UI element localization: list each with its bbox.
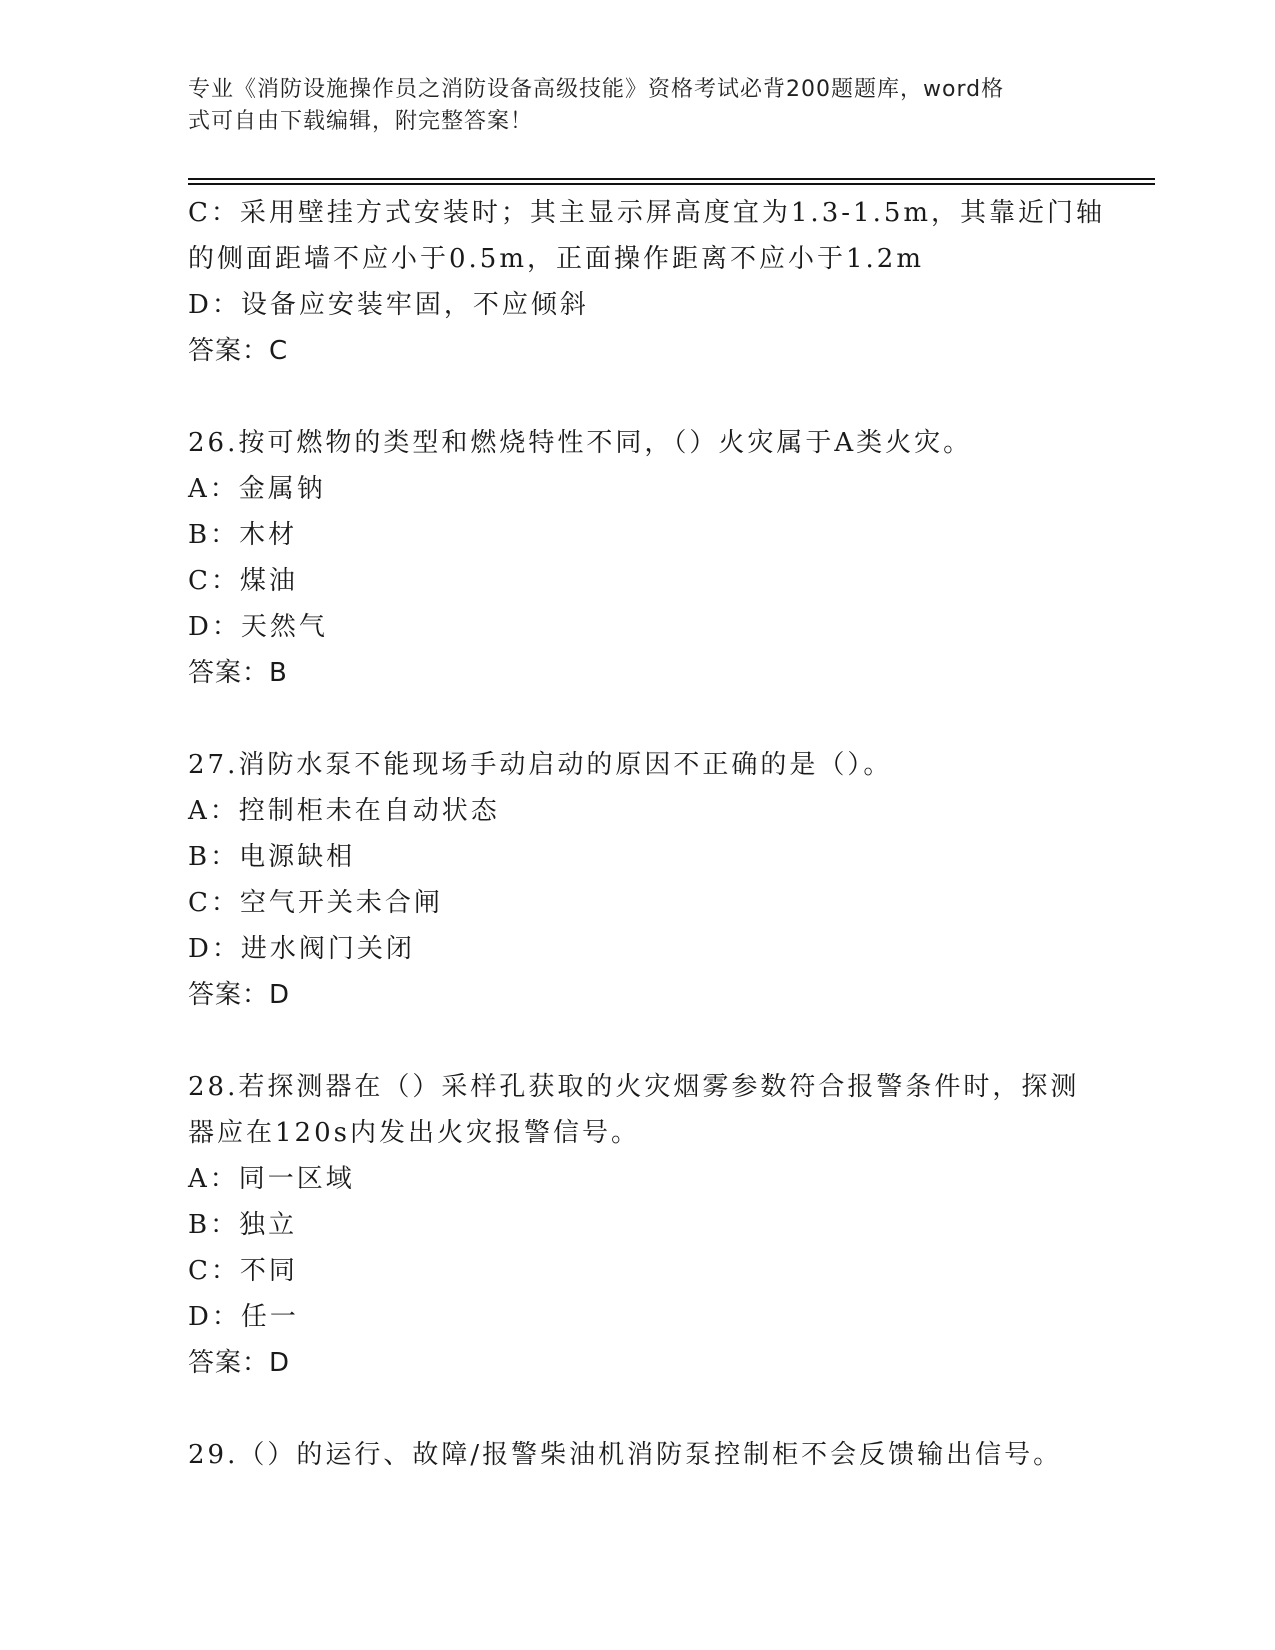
option-b: B：独立 — [188, 1210, 298, 1240]
question-stem-line-2: 器应在120s内发出火灾报警信号。 — [188, 1118, 640, 1148]
question-stem: 29.（）的运行、故障/报警柴油机消防泵控制柜不会反馈输出信号。 — [188, 1440, 1063, 1470]
question-stem-line-1: 28.若探测器在（）采样孔获取的火灾烟雾参数符合报警条件时，探测 — [188, 1072, 1080, 1102]
answer-line: 答案：D — [188, 980, 291, 1010]
header-line-2: 式可自由下载编辑，附完整答案！ — [188, 109, 534, 134]
spacer — [188, 1386, 1088, 1432]
option-a: A：同一区域 — [188, 1164, 355, 1194]
option-c: C：空气开关未合闸 — [188, 888, 443, 918]
question-stem: 26.按可燃物的类型和燃烧特性不同，（）火灾属于A类火灾。 — [188, 428, 973, 458]
option-d: D：进水阀门关闭 — [188, 934, 415, 964]
document-body — [188, 190, 1106, 1478]
header-rule-top — [188, 178, 1155, 180]
option-d: D：设备应安装牢固，不应倾斜 — [188, 290, 589, 320]
option-a: A：金属钠 — [188, 474, 326, 504]
option-b: B：电源缺相 — [188, 842, 356, 872]
answer-line: 答案：C — [188, 336, 289, 366]
question-stem: 27.消防水泵不能现场手动启动的原因不正确的是（）。 — [188, 750, 893, 780]
spacer — [188, 1018, 1088, 1064]
question-27 — [188, 742, 1088, 1018]
question-28 — [188, 1064, 1088, 1386]
header-line-1: 专业《消防设施操作员之消防设备高级技能》资格考试必背200题题库，word格 — [188, 77, 1005, 102]
option-d: D：天然气 — [188, 612, 328, 642]
option-c: C：煤油 — [188, 566, 298, 596]
question-26 — [188, 420, 1088, 696]
answer-line: 答案：D — [188, 1348, 291, 1378]
option-a: A：控制柜未在自动状态 — [188, 796, 500, 826]
answer-line: 答案：B — [188, 658, 288, 688]
spacer — [188, 374, 1088, 420]
option-c: C：不同 — [188, 1256, 298, 1286]
option-c-line-2: 的侧面距墙不应小于0.5m，正面操作距离不应小于1.2m — [188, 244, 925, 274]
document-header — [188, 74, 1078, 138]
option-d: D：任一 — [188, 1302, 299, 1332]
option-c-line-1: C：采用壁挂方式安装时；其主显示屏高度宜为1.3-1.5m，其靠近门轴 — [188, 198, 1106, 228]
question-29 — [188, 1432, 1088, 1478]
option-b: B：木材 — [188, 520, 298, 550]
carry-over-question — [188, 190, 1106, 374]
header-rule-bottom — [188, 183, 1155, 185]
spacer — [188, 696, 1088, 742]
